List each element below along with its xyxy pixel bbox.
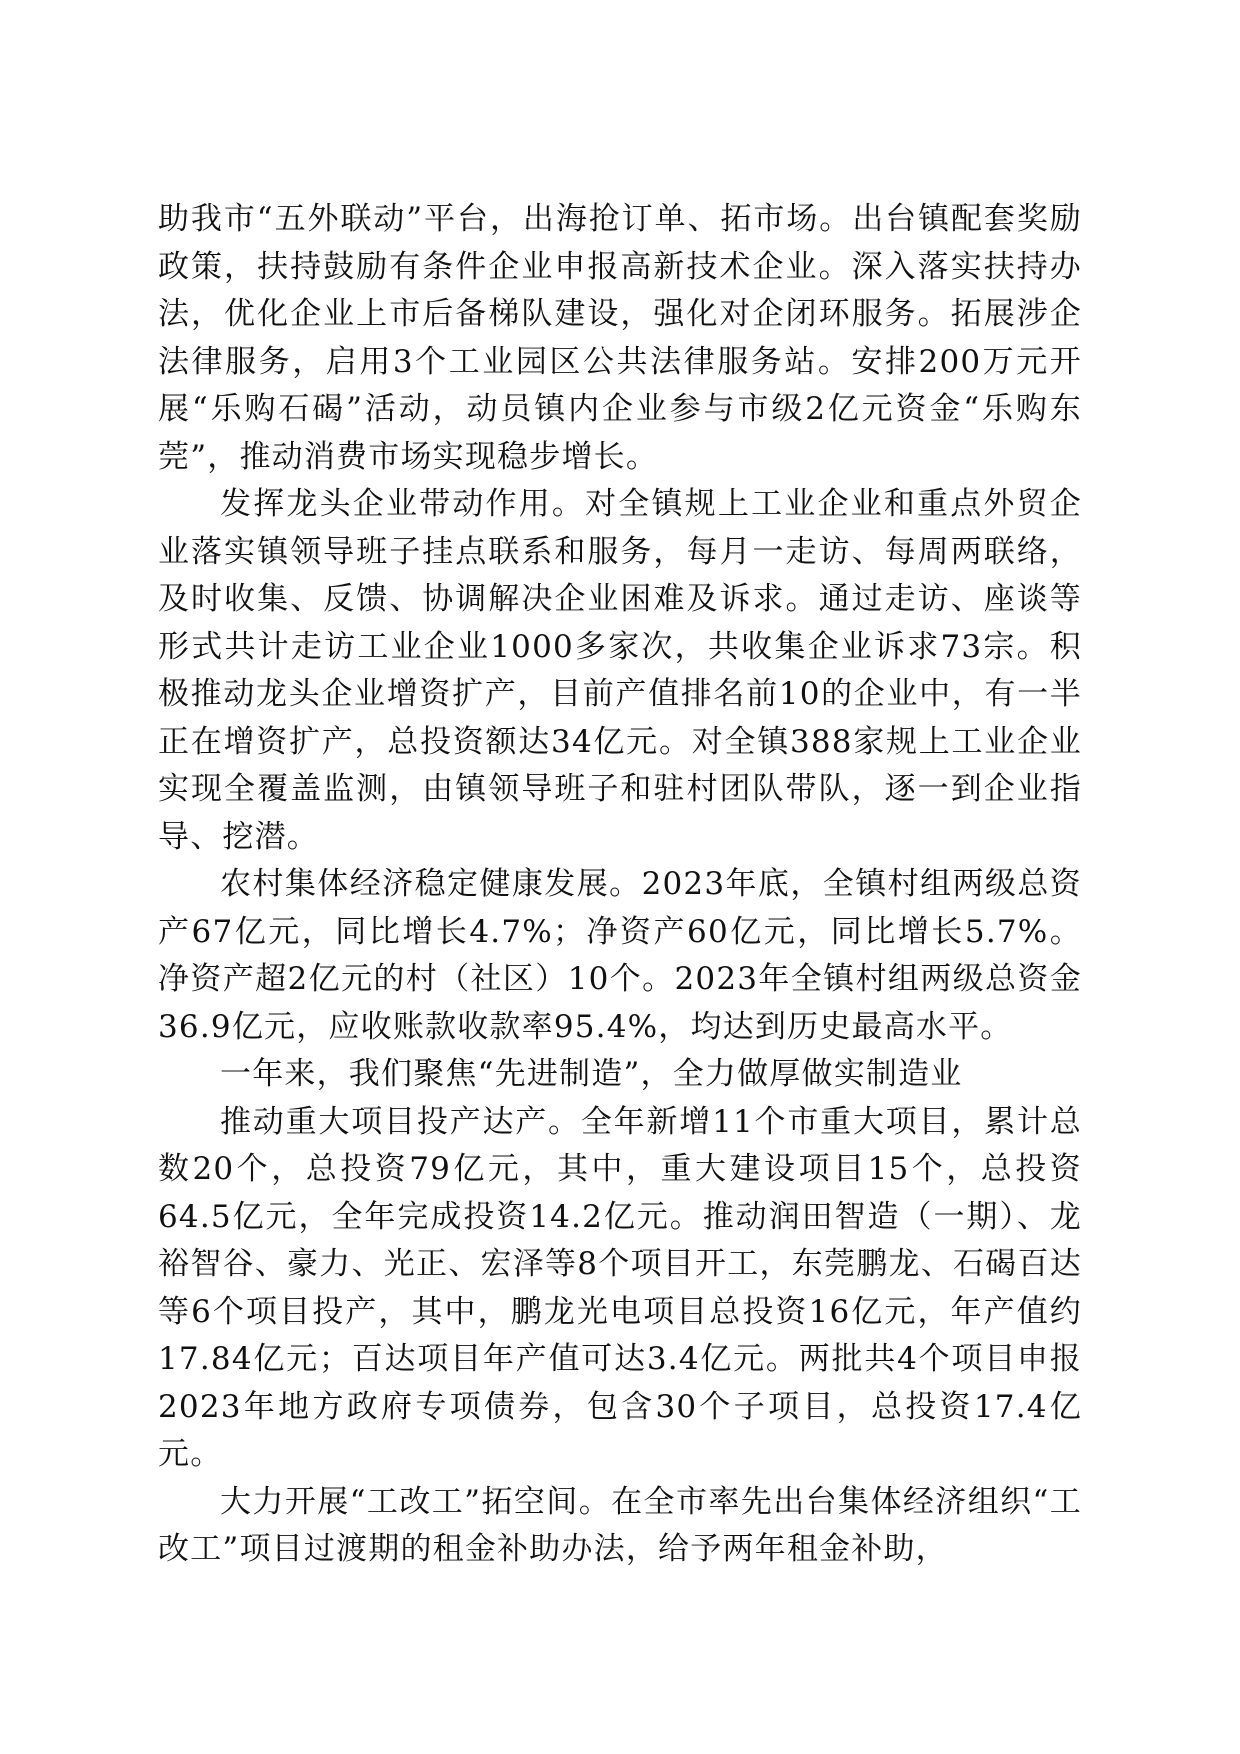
paragraph-leading-enterprises: 发挥龙头企业带动作用。对全镇规上工业企业和重点外贸企业落实镇领导班子挂点联系和服务，每月一走访、每周两联络，及时收集、反馈、协调解决企业困难及诉求。通过走访、座谈等形式共计走访工业企业1000多家次，共收集企业诉求73宗。积极推动龙头企业增资扩产，目前产值排名前10的企业中，有一半正在增资扩产，总投资额达34亿元。对全镇388家规上工业企业实现全覆盖监测，由镇领导班子和驻村团队带队，逐一到企业指导、挖潜。 bbox=[158, 486, 1082, 855]
document-body bbox=[158, 196, 1082, 1574]
paragraph-continuation: 助我市“五外联动”平台，出海抢订单、拓市场。出台镇配套奖励政策，扶持鼓励有条件企业申报高新技术企业。深入落实扶持办法，优化企业上市后备梯队建设，强化对企闭环服务。拓展涉企法律服务，启用3个工业园区公共法律服务站。安排200万元开展“乐购石碣”活动，动员镇内企业参与市级2亿元资金“乐购东莞”，推动消费市场实现稳步增长。 bbox=[158, 201, 1082, 475]
paragraph-rural-economy: 农村集体经济稳定健康发展。2023年底，全镇村组两级总资产67亿元，同比增长4.7%；净资产60亿元，同比增长5.7%。净资产超2亿元的村（社区）10个。2023年全镇村组两级总资金36.9亿元，应收账款收款率95.4%，均达到历史最高水平。 bbox=[158, 866, 1082, 1045]
paragraph-major-projects: 推动重大项目投产达产。全年新增11个市重大项目，累计总数20个，总投资79亿元，其中，重大建设项目15个，总投资64.5亿元，全年完成投资14.2亿元。推动润田智造（一期）、龙裕智谷、豪力、光正、宏泽等8个项目开工，东莞鹏龙、石碣百达等6个项目投产，其中，鹏龙光电项目总投资16亿元，年产值约17.84亿元；百达项目年产值可达3.4亿元。两批共4个项目申报2023年地方政府专项债券，包含30个子项目，总投资17.4亿元。 bbox=[158, 1103, 1082, 1472]
section-heading-advanced-manufacturing: 一年来，我们聚焦“先进制造”，全力做厚做实制造业 bbox=[220, 1056, 963, 1092]
paragraph-industrial-renewal: 大力开展“工改工”拓空间。在全市率先出台集体经济组织“工改工”项目过渡期的租金补助办法，给予两年租金补助， bbox=[158, 1483, 1082, 1567]
